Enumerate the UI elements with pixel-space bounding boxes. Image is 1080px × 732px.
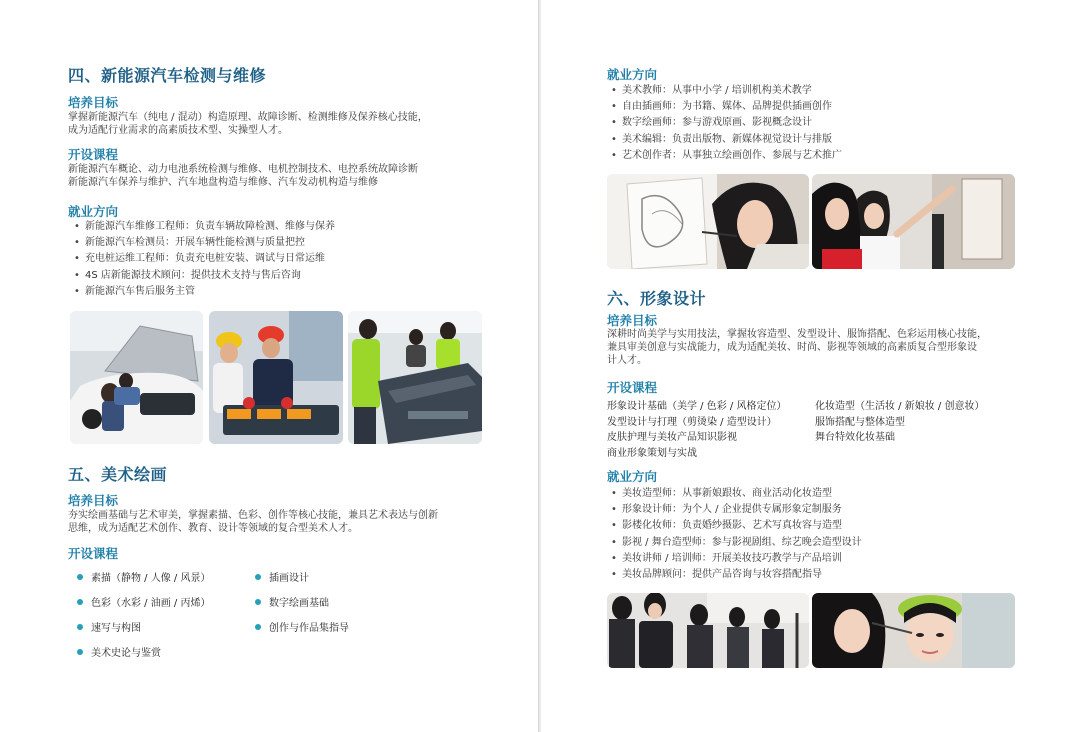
- bullet-dot-icon: [77, 574, 83, 580]
- list-item: 形象设计基础（美学 / 色彩 / 风格定位）: [607, 401, 787, 412]
- photo-art-students: [812, 174, 1015, 269]
- section-title-ev: 四、新能源汽车检测与维修: [68, 66, 267, 85]
- list-item: • 新能源汽车售后服务主管: [72, 284, 335, 300]
- art-goal-line: 夯实绘画基础与艺术审美，掌握素描、色彩、创作等核心技能，兼具艺术表达与创新: [68, 510, 438, 521]
- art-course-heading: 开设课程: [68, 546, 119, 561]
- ev-goal-text: [68, 111, 428, 137]
- ev-course-line: 新能源汽车保养与维护、汽车地盘构造与维修、汽车发动机构造与维修: [68, 177, 378, 188]
- image-goal-line: 兼具审美创意与实战能力，成为适配美妆、时尚、影视等领域的高素质复合型形象设: [607, 342, 977, 353]
- ev-course-text: [68, 163, 418, 189]
- art-goal-text: [68, 509, 438, 535]
- list-item: 数字绘画基础: [255, 595, 405, 608]
- image-career-list: [609, 486, 862, 583]
- section-title-image: 六、形象设计: [607, 289, 707, 308]
- list-item: • 艺术创作者：从事独立绘画创作、参展与艺术推广: [609, 148, 842, 164]
- list-item: 商业形象策划与实战: [607, 447, 697, 459]
- photo-art-drawing: [607, 174, 809, 269]
- bullet-dot-icon: [77, 599, 83, 605]
- list-item: • 美术教师：从事中小学 / 培训机构美术教学: [609, 83, 842, 99]
- list-item: 色彩（水彩 / 油画 / 丙烯）: [77, 595, 255, 608]
- image-goal-text: [607, 328, 987, 367]
- bullet-dot-icon: [255, 599, 261, 605]
- ev-course-heading: 开设课程: [68, 147, 119, 162]
- list-item: • 新能源汽车检测员：开展车辆性能检测与质量把控: [72, 235, 335, 251]
- list-item: 美术史论与鉴赏: [77, 645, 255, 658]
- image-course-heading: 开设课程: [607, 380, 658, 395]
- list-item: • 形象设计师：为个人 / 企业提供专属形象定制服务: [609, 502, 862, 518]
- list-item: • 美妆品牌顾问：提供产品咨询与妆容搭配指导: [609, 567, 862, 583]
- ev-goal-line: 成为适配行业需求的高素质技术型、实操型人才。: [68, 125, 288, 136]
- list-item: • 新能源汽车维修工程师：负责车辆故障检测、维修与保养: [72, 219, 335, 235]
- list-item: 素描（静物 / 人像 / 风景）: [77, 570, 255, 583]
- photo-ev-battery-workers: [209, 311, 343, 444]
- ev-career-list: [72, 219, 335, 300]
- left-page: [0, 0, 539, 732]
- list-item: 速写与构图: [77, 620, 255, 633]
- art-career-list: [609, 83, 842, 164]
- photo-makeup-class: [607, 593, 809, 668]
- section-title-art: 五、美术绘画: [68, 465, 168, 484]
- image-course-list: [607, 400, 1015, 461]
- list-item: • 美妆讲师 / 培训师：开展美妆技巧教学与产品培训: [609, 551, 862, 567]
- image-goal-heading: 培养目标: [607, 313, 658, 328]
- list-item: • 影视 / 舞台造型师：参与影视剧组、综艺晚会造型设计: [609, 535, 862, 551]
- list-item: • 数字绘画师：参与游戏原画、影视概念设计: [609, 115, 842, 131]
- list-item: 发型设计与打理（剪烫染 / 造型设计）: [607, 416, 777, 428]
- bullet-dot-icon: [255, 624, 261, 630]
- art-goal-heading: 培养目标: [68, 493, 119, 508]
- list-item: 服饰搭配与整体造型: [815, 416, 905, 428]
- list-item: • 4S 店新能源技术顾问：提供技术支持与售后咨询: [72, 268, 335, 284]
- photo-ev-battery-lab: [348, 311, 482, 444]
- image-goal-line: 深耕时尚美学与实用技法，掌握妆容造型、发型设计、服饰搭配、色彩运用核心技能，: [607, 329, 987, 340]
- image-goal-line: 计人才。: [607, 355, 647, 366]
- ev-goal-line: 掌握新能源汽车（纯电 / 混动）构造原理、故障诊断、检测维修及保养核心技能，: [68, 112, 428, 123]
- bullet-dot-icon: [77, 649, 83, 655]
- list-item: • 影楼化妆师：负责婚纱摄影、艺术写真妆容与造型: [609, 518, 862, 534]
- art-course-list: [77, 570, 405, 658]
- image-career-heading: 就业方向: [607, 469, 658, 484]
- bullet-dot-icon: [77, 624, 83, 630]
- ev-goal-heading: 培养目标: [68, 95, 119, 110]
- right-page: [541, 0, 1080, 732]
- photo-makeup-application: [812, 593, 1015, 668]
- list-item: • 充电桩运维工程师：负责充电桩安装、调试与日常运维: [72, 251, 335, 267]
- list-item: 化妆造型（生活妆 / 新娘妆 / 创意妆）: [815, 401, 985, 412]
- ev-course-line: 新能源汽车概论、动力电池系统检测与维修、电机控制技术、电控系统故障诊断: [68, 164, 418, 175]
- list-item: 插画设计: [255, 570, 405, 583]
- art-goal-line: 思维，成为适配艺术创作、教育、设计等领域的复合型美术人才。: [68, 523, 358, 534]
- list-item: • 自由插画师：为书籍、媒体、品牌提供插画创作: [609, 99, 842, 115]
- list-item: 创作与作品集指导: [255, 620, 405, 633]
- photo-ev-hood-repair: [70, 311, 203, 444]
- list-item: • 美术编辑：负责出版物、新媒体视觉设计与排版: [609, 132, 842, 148]
- ev-career-heading: 就业方向: [68, 204, 119, 219]
- art-career-heading: 就业方向: [607, 67, 658, 82]
- list-item: 舞台特效化妆基础: [815, 432, 895, 443]
- list-item: • 美妆造型师：从事新娘跟妆、商业活动化妆造型: [609, 486, 862, 502]
- list-item: 皮肤护理与美妆产品知识影视: [607, 432, 737, 443]
- bullet-dot-icon: [255, 574, 261, 580]
